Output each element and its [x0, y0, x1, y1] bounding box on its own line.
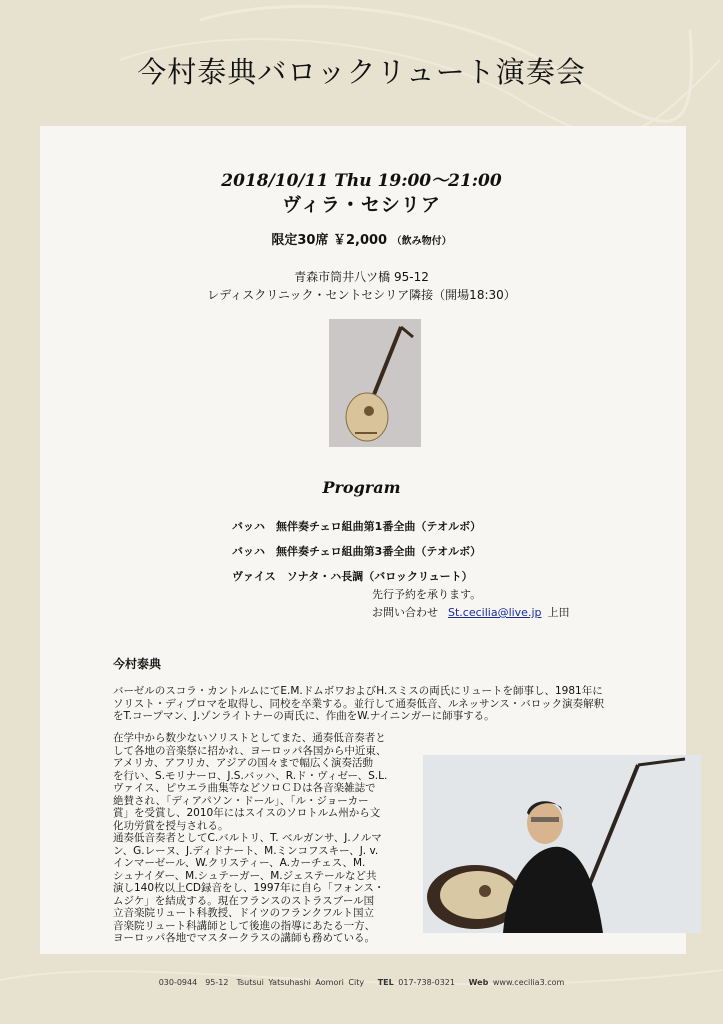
- bio-line: 演し140枚以上CD録音をし、1997年に自ら「フォンス・: [113, 882, 385, 894]
- footer-web-label: Web: [468, 978, 489, 987]
- bio-line: ムジケ」を結成する。現在フランスのストラスブール国: [113, 894, 375, 907]
- bio-line: 化功労賞を授与される。: [113, 819, 229, 832]
- event-price: [0, 229, 723, 248]
- reservation-info: [372, 586, 570, 622]
- price-text: 限定30席 ￥2,000: [271, 233, 388, 248]
- bio-line: して各地の音楽祭に招かれ、ヨーロッパ各国から中近東、: [113, 744, 387, 757]
- reservation-note: 先行予約を承ります。: [372, 588, 482, 601]
- event-venue: ヴィラ・セシリア: [282, 194, 441, 216]
- bio-line: ヨーロッパ各地でマスタークラスの講師も務めている。: [113, 932, 375, 944]
- bio-line: 賞」を受賞し、2010年にはスイスのソロトルム州から文: [113, 807, 381, 819]
- bio-body: [113, 732, 415, 945]
- program-list: [232, 518, 481, 593]
- bio-line: ン、G.レーヌ、J.ディドナート、M.ミンコフスキー、J. v.: [113, 844, 379, 857]
- event-date-time: 2018/10/11 Thu 19:00〜21:00: [221, 171, 502, 191]
- bio-line: を行い、S.モリナーロ、J.S.バッハ、R.ド・ヴィゼー、S.L.: [113, 769, 388, 782]
- footer-contact: [0, 977, 723, 988]
- baroque-lute-photo: [329, 319, 421, 447]
- bio-line: 立音楽院リュート科教授、ドイツのフランクフルト国立: [113, 907, 375, 919]
- price-note: （飲み物付）: [391, 236, 452, 247]
- program-item: バッハ 無伴奏チェロ組曲第1番全曲（テオルボ）: [232, 520, 482, 533]
- program-item: ヴァイス ソナタ・ハ長調（バロックリュート）: [232, 570, 473, 583]
- program-heading: Program: [322, 478, 401, 497]
- bio-line: アメリカ、アフリカ、アジアの国々まで幅広く演奏活動: [113, 757, 373, 769]
- bio-line: 在学中から数少ないソリストとしてまた、通奏低音奏者と: [113, 732, 386, 744]
- bio-line: ヴァイス、ピウエラ曲集等などソロＣＤは各音楽雑誌で: [113, 782, 376, 794]
- contact-line: [372, 604, 570, 622]
- bio-line: 通奏低音奏者としてC.バルトリ、T. ベルガンサ、J.ノルマ: [113, 832, 382, 844]
- program-item: バッハ 無伴奏チェロ組曲第3番全曲（テオルボ）: [232, 545, 482, 558]
- footer-address: 030-0944 95-12 Tsutsui Yatsuhashi Aomori City: [158, 978, 365, 987]
- bio-line: シュナイダー、M.シュテーガー、M.ジェステールなど共: [113, 869, 377, 882]
- address-line-1: 青森市筒井八ツ橋 95-12: [294, 270, 429, 284]
- page-title: 今村泰典バロックリュート演奏会: [137, 55, 586, 89]
- footer-tel-label: TEL: [377, 978, 394, 987]
- bio-line: インマーゼール、W.クリスティー、A.カーチェス、M.: [113, 857, 366, 869]
- contact-email-link[interactable]: St.cecilia@live.jp: [448, 606, 542, 619]
- address-line-2: レディスクリニック・セントセシリア隣接（開場18:30）: [207, 288, 516, 302]
- footer-tel: 017-738-0321: [398, 978, 455, 987]
- bio-lead-paragraph: バーゼルのスコラ・カントルムにてE.M.ドムボワおよびH.スミスの両氏にリュートを師事し、1981年にソリスト・ディプロマを取得し、同校を卒業する。並行して通奏低音、ルネッサンス・バロック演奏解釈をT.コープマン、J.ゾンライトナーの両氏に、作曲をW.ナイニンガーに師事する。: [113, 685, 605, 722]
- contact-label: お問い合わせ: [372, 606, 438, 619]
- bio-line: 絶賛され、「ディアパソン・ドール」、「ル・ジョーカー: [113, 794, 369, 807]
- footer-web-link[interactable]: www.cecilia3.com: [492, 978, 565, 987]
- bio-line: 音楽院リュート科講師として後進の指導にあたる一方、: [113, 919, 376, 932]
- event-address: [0, 268, 723, 304]
- contact-name: 上田: [547, 606, 570, 619]
- bio-name: 今村泰典: [113, 657, 162, 671]
- performer-photo: [423, 755, 701, 933]
